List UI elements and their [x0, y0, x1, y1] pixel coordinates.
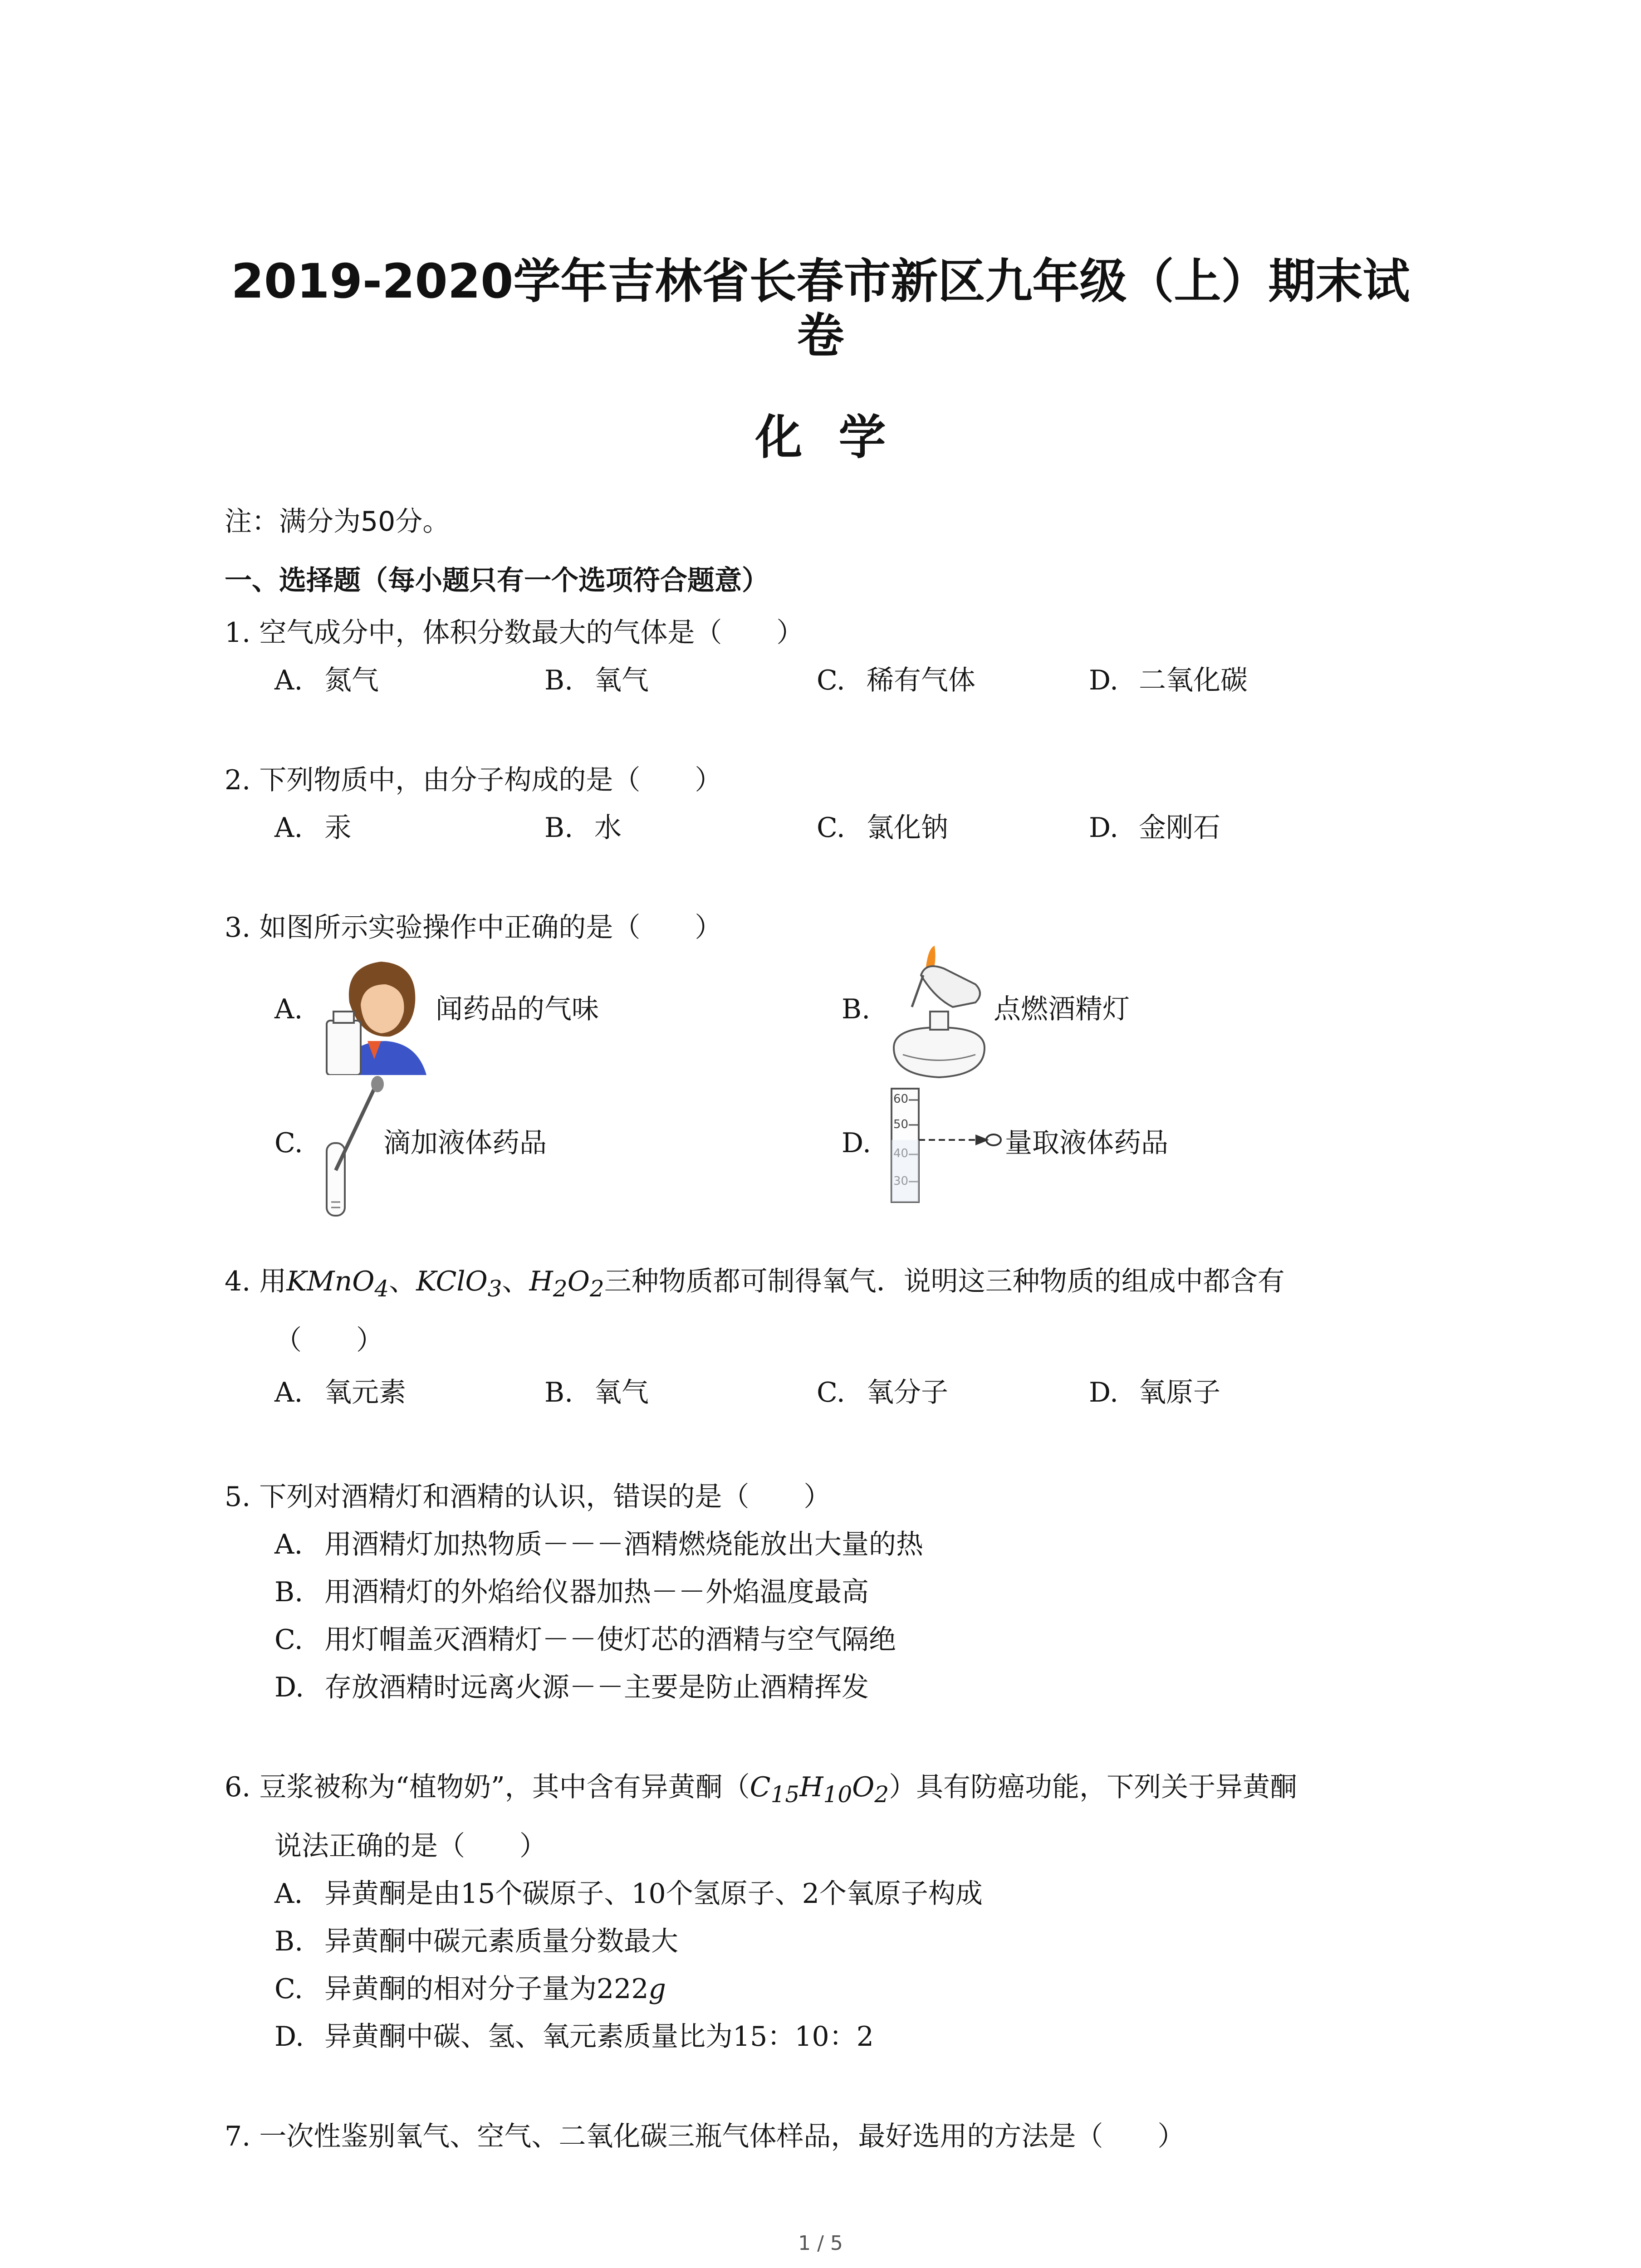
formula-subscript: 15: [770, 1781, 800, 1808]
option-unit: g: [648, 1973, 666, 2005]
question-4-stem: [225, 1263, 1285, 1307]
cylinder-tick-50: 50: [893, 1118, 909, 1131]
formula-subscript: 2: [553, 1276, 568, 1302]
option-letter: D.: [274, 2021, 304, 2053]
question-1-stem: 1. 空气成分中，体积分数最大的气体是（ ）: [225, 617, 804, 649]
option-text: 二氧化碳: [1139, 665, 1248, 696]
option-letter: A.: [274, 1377, 303, 1408]
option-letter: B.: [544, 812, 573, 844]
separator: 、: [389, 1266, 416, 1297]
question-2-stem: 2. 下列物质中，由分子构成的是（ ）: [225, 764, 722, 796]
option-text: 异黄酮中碳、氢、氧元素质量比为15：10：2: [324, 2021, 874, 2053]
q6-option-b: [274, 1923, 678, 1960]
option-text: 用酒精灯加热物质－－－酒精燃烧能放出大量的热: [324, 1529, 923, 1560]
option-text: 氯化钠: [867, 812, 948, 844]
option-text: 稀有气体: [867, 665, 975, 696]
option-letter: A.: [274, 1878, 303, 1910]
q2-option-a: [274, 810, 352, 846]
q1-option-d: [1089, 662, 1248, 699]
q5-option-b: [274, 1574, 869, 1610]
formula-subscript: 10: [823, 1781, 852, 1808]
option-text: 汞: [324, 812, 352, 844]
option-letter: D.: [1089, 812, 1119, 844]
option-letter: A.: [274, 812, 303, 844]
option-text: 金刚石: [1139, 812, 1220, 844]
q5-option-d: [274, 1669, 869, 1706]
question-4-stem-line2: （ ）: [274, 1325, 383, 1356]
q2-option-d: [1089, 810, 1220, 846]
q4-option-d: [1089, 1374, 1220, 1411]
q3-option-d-caption: 量取液体药品: [1005, 1127, 1168, 1159]
option-text: 异黄酮中碳元素质量分数最大: [324, 1926, 678, 1957]
q3-option-c-caption: 滴加液体药品: [383, 1127, 547, 1159]
formula-text: O: [567, 1266, 590, 1297]
q4-option-c: [817, 1374, 948, 1411]
option-letter: A.: [274, 665, 303, 696]
option-text: 异黄酮是由15个碳原子、10个氢原子、2个氧原子构成: [324, 1878, 983, 1910]
question-6-stem-line2: 说法正确的是（ ）: [274, 1830, 547, 1862]
formula-text: O: [852, 1771, 875, 1803]
option-text: 水: [594, 812, 622, 844]
option-letter: B.: [544, 665, 573, 696]
option-letter: C.: [274, 1973, 303, 2005]
option-letter: B.: [544, 1377, 573, 1408]
formula-text: KClO: [416, 1266, 488, 1297]
formula-kmno4: [286, 1266, 389, 1302]
formula-kclo3: [416, 1266, 502, 1302]
formula-subscript: 2: [589, 1276, 604, 1302]
option-letter: C.: [817, 812, 845, 844]
option-letter: D.: [1089, 665, 1119, 696]
cylinder-tick-60: 60: [893, 1092, 909, 1106]
q5-option-a: [274, 1526, 923, 1563]
option-letter: C.: [817, 1377, 845, 1408]
q3-option-d-letter: D.: [842, 1127, 872, 1159]
stem-text: 6. 豆浆被称为“植物奶”，其中含有异黄酮（: [225, 1771, 750, 1803]
option-text: 存放酒精时远离火源－－主要是防止酒精挥发: [324, 1672, 869, 1703]
q3-option-b-caption: 点燃酒精灯: [994, 993, 1130, 1025]
q2-option-b: [544, 810, 622, 846]
score-note: 注：满分为50分。: [225, 506, 450, 538]
option-letter: A.: [274, 1529, 303, 1560]
option-text: 氧原子: [1139, 1377, 1220, 1408]
formula-subscript: 4: [374, 1276, 389, 1302]
option-letter: B.: [274, 1926, 304, 1957]
q6-option-a: [274, 1876, 983, 1912]
option-text: 用酒精灯的外焰给仪器加热－－外焰温度最高: [324, 1576, 869, 1608]
subject-title: 化学: [755, 410, 922, 465]
option-letter: C.: [274, 1624, 303, 1656]
formula-text: KMnO: [286, 1266, 375, 1297]
q3-option-a-caption: 闻药品的气味: [436, 993, 599, 1025]
q6-option-c: [274, 1971, 666, 2007]
formula-text: H: [529, 1266, 553, 1297]
q5-option-c: [274, 1622, 896, 1658]
q1-option-a: [274, 662, 379, 699]
question-3-stem: 3. 如图所示实验操作中正确的是（ ）: [225, 912, 722, 943]
q6-option-d: [274, 2019, 874, 2055]
option-text: 用灯帽盖灭酒精灯－－使灯芯的酒精与空气隔绝: [324, 1624, 896, 1656]
stem-text: 三种物质都可制得氧气．说明这三种物质的组成中都含有: [604, 1266, 1285, 1297]
option-text: 异黄酮的相对分子量为222: [324, 1973, 649, 2005]
question-5-stem: 5. 下列对酒精灯和酒精的认识，错误的是（ ）: [225, 1481, 831, 1513]
stem-text: 4. 用: [225, 1266, 287, 1297]
option-letter: C.: [817, 665, 845, 696]
q3-option-a-letter: A.: [274, 993, 303, 1025]
q4-option-b: [544, 1374, 649, 1411]
formula-h2o2: [529, 1266, 604, 1302]
option-letter: D.: [274, 1672, 304, 1703]
formula-subscript: 2: [874, 1781, 889, 1808]
dropper-test-tube-figure: [318, 1075, 390, 1220]
exam-title-line2: 卷: [797, 308, 844, 363]
q1-option-b: [544, 662, 649, 699]
section-heading: 一、选择题（每小题只有一个选项符合题意）: [225, 565, 769, 596]
option-text: 氧气: [594, 1377, 649, 1408]
exam-title-line1: 2019-2020学年吉林省长春市新区九年级（上）期末试: [231, 254, 1410, 309]
option-letter: D.: [1089, 1377, 1119, 1408]
formula-isoflavone: [749, 1771, 889, 1808]
q2-option-c: [817, 810, 948, 846]
q3-option-c-letter: C.: [274, 1127, 303, 1159]
stem-text: ）具有防癌功能，下列关于异黄酮: [889, 1771, 1298, 1803]
option-letter: B.: [274, 1576, 304, 1608]
formula-subscript: 3: [487, 1276, 502, 1302]
q3-option-b-letter: B.: [842, 993, 871, 1025]
q1-option-c: [817, 662, 975, 699]
page-number: 1 / 5: [798, 2232, 843, 2255]
separator: 、: [502, 1266, 529, 1297]
formula-text: H: [799, 1771, 823, 1803]
option-text: 氮气: [324, 665, 379, 696]
option-text: 氧元素: [324, 1377, 406, 1408]
question-6-stem: [225, 1769, 1297, 1813]
light-alcohol-lamp-figure: [885, 943, 994, 1084]
question-7-stem: 7. 一次性鉴别氧气、空气、二氧化碳三瓶气体样品，最好选用的方法是（ ）: [225, 2121, 1185, 2152]
graduated-cylinder-figure: [887, 1086, 1005, 1204]
formula-text: C: [749, 1771, 771, 1803]
option-text: 氧气: [594, 665, 649, 696]
q4-option-a: [274, 1374, 406, 1411]
option-text: 氧分子: [867, 1377, 948, 1408]
smell-chemical-figure: [318, 953, 431, 1075]
